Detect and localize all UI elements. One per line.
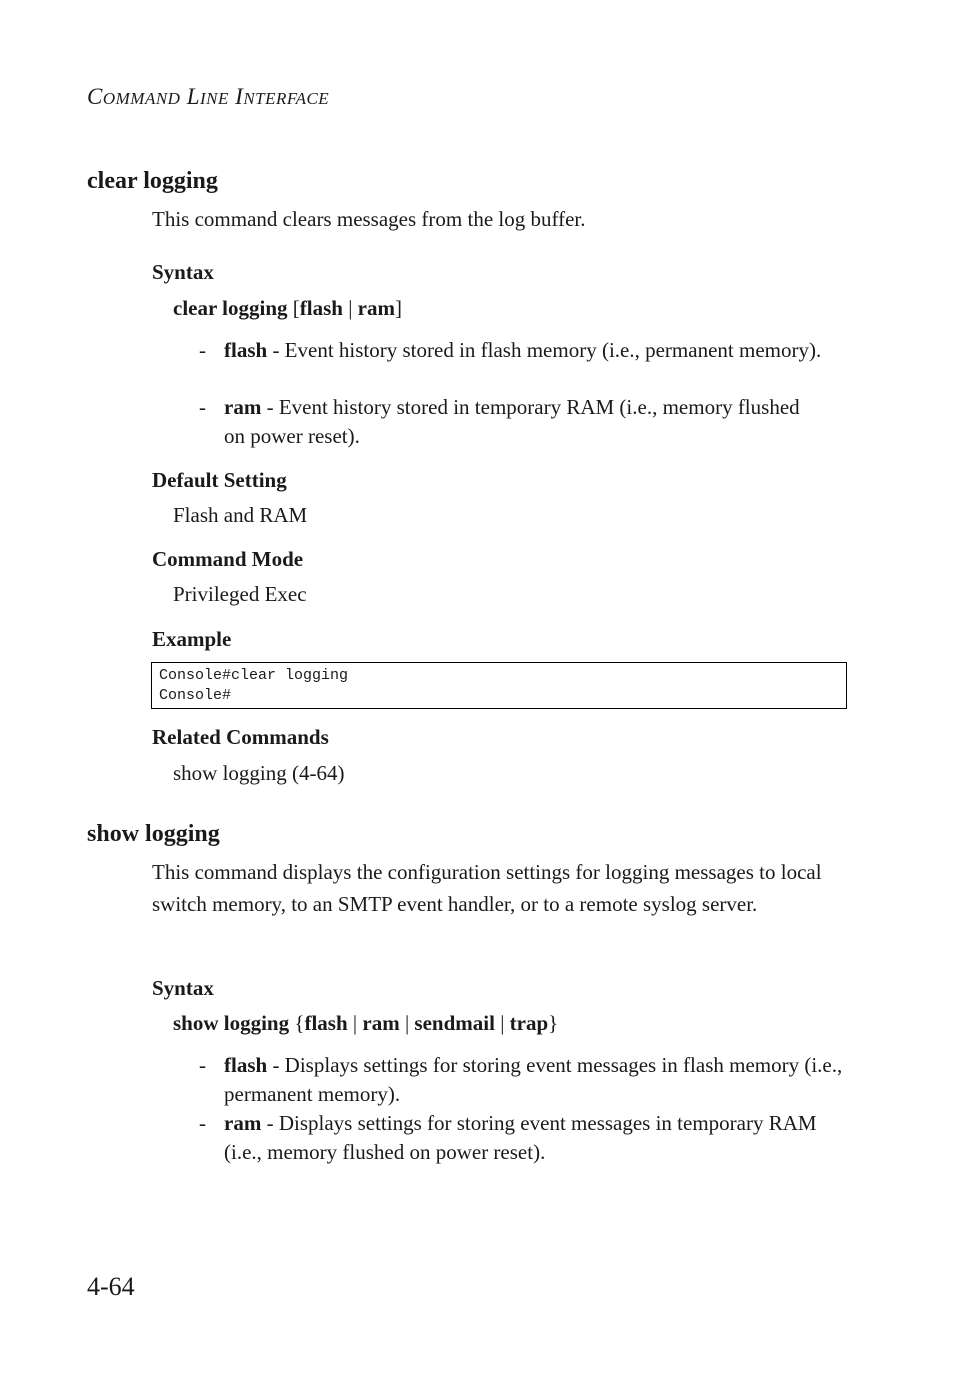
list-dash: - [199, 395, 206, 419]
syntax-command: show logging [173, 1011, 290, 1035]
syntax-brace-close: } [548, 1011, 559, 1035]
command-mode-value: Privileged Exec [173, 582, 307, 606]
header-initial-1: C [87, 84, 103, 109]
header-initial-3: I [235, 84, 244, 109]
clear-logging-title: clear logging [87, 168, 218, 194]
related-commands-heading: Related Commands [152, 725, 329, 749]
list-dash: - [199, 1053, 206, 1077]
syntax-brace-open: { [289, 1011, 305, 1035]
param-ram [224, 393, 824, 451]
default-setting-heading: Default Setting [152, 468, 287, 492]
clear-logging-description: This command clears messages from the log buffer. [152, 207, 586, 231]
show-logging-description: This command displays the configuration settings for logging messages to local switch memory, to an SMTP event handler, or to a remote syslog server. [152, 860, 822, 916]
param-name: flash [224, 1053, 268, 1077]
clear-logging-syntax-heading: Syntax [152, 260, 214, 284]
header-rest-3: NTERFACE [243, 89, 330, 108]
example-code-box [151, 662, 847, 709]
syntax-option-flash: flash [299, 296, 343, 320]
list-dash: - [199, 338, 206, 362]
param-description: - Displays settings for storing event messages in temporary RAM [261, 1111, 817, 1135]
syntax-separator: | [399, 1011, 415, 1035]
syntax-option-sendmail: sendmail [414, 1011, 495, 1035]
param-name: ram [224, 1111, 262, 1135]
show-logging-title: show logging [87, 821, 220, 847]
clear-logging-syntax [173, 296, 402, 321]
syntax-separator: | [347, 1011, 363, 1035]
param-description: - Event history stored in flash memory (i.e., permanent memory). [267, 338, 822, 362]
syntax-option-ram: ram [357, 296, 395, 320]
code-line: Console#clear logging [159, 667, 349, 684]
syntax-bracket-open: [ [287, 296, 300, 320]
header-rest-1: OMMAND [102, 89, 181, 108]
show-logging-syntax-heading: Syntax [152, 976, 214, 1000]
header-initial-2: L [186, 84, 200, 109]
code-line: Console# [159, 687, 232, 704]
header-rest-2: INE [200, 89, 229, 108]
command-mode-heading: Command Mode [152, 547, 304, 571]
param-description: - Displays settings for storing event messages in flash memory (i.e., permanent memory). [224, 1053, 843, 1106]
list-dash: - [199, 1111, 206, 1135]
running-header [87, 84, 329, 110]
param-name: flash [224, 338, 268, 362]
page-number: 4-64 [87, 1272, 135, 1301]
syntax-option-flash: flash [304, 1011, 348, 1035]
default-setting-value: Flash and RAM [173, 503, 308, 527]
syntax-option-trap: trap [509, 1011, 549, 1035]
syntax-command: clear logging [173, 296, 288, 320]
param-name: ram [224, 395, 262, 419]
related-command-reference: show logging (4-64) [173, 761, 345, 785]
param-ram [224, 1109, 844, 1167]
syntax-separator: | [342, 296, 358, 320]
example-heading: Example [152, 627, 232, 651]
param-flash [224, 336, 824, 365]
syntax-separator: | [494, 1011, 510, 1035]
param-description: - Event history stored in temporary RAM (i.e., memory flushed on power reset). [224, 395, 800, 448]
param-flash [224, 1051, 864, 1109]
syntax-bracket-close: ] [395, 296, 402, 320]
param-description-continued: (i.e., memory flushed on power reset). [224, 1140, 546, 1164]
show-logging-syntax [173, 1011, 558, 1036]
syntax-option-ram: ram [362, 1011, 400, 1035]
